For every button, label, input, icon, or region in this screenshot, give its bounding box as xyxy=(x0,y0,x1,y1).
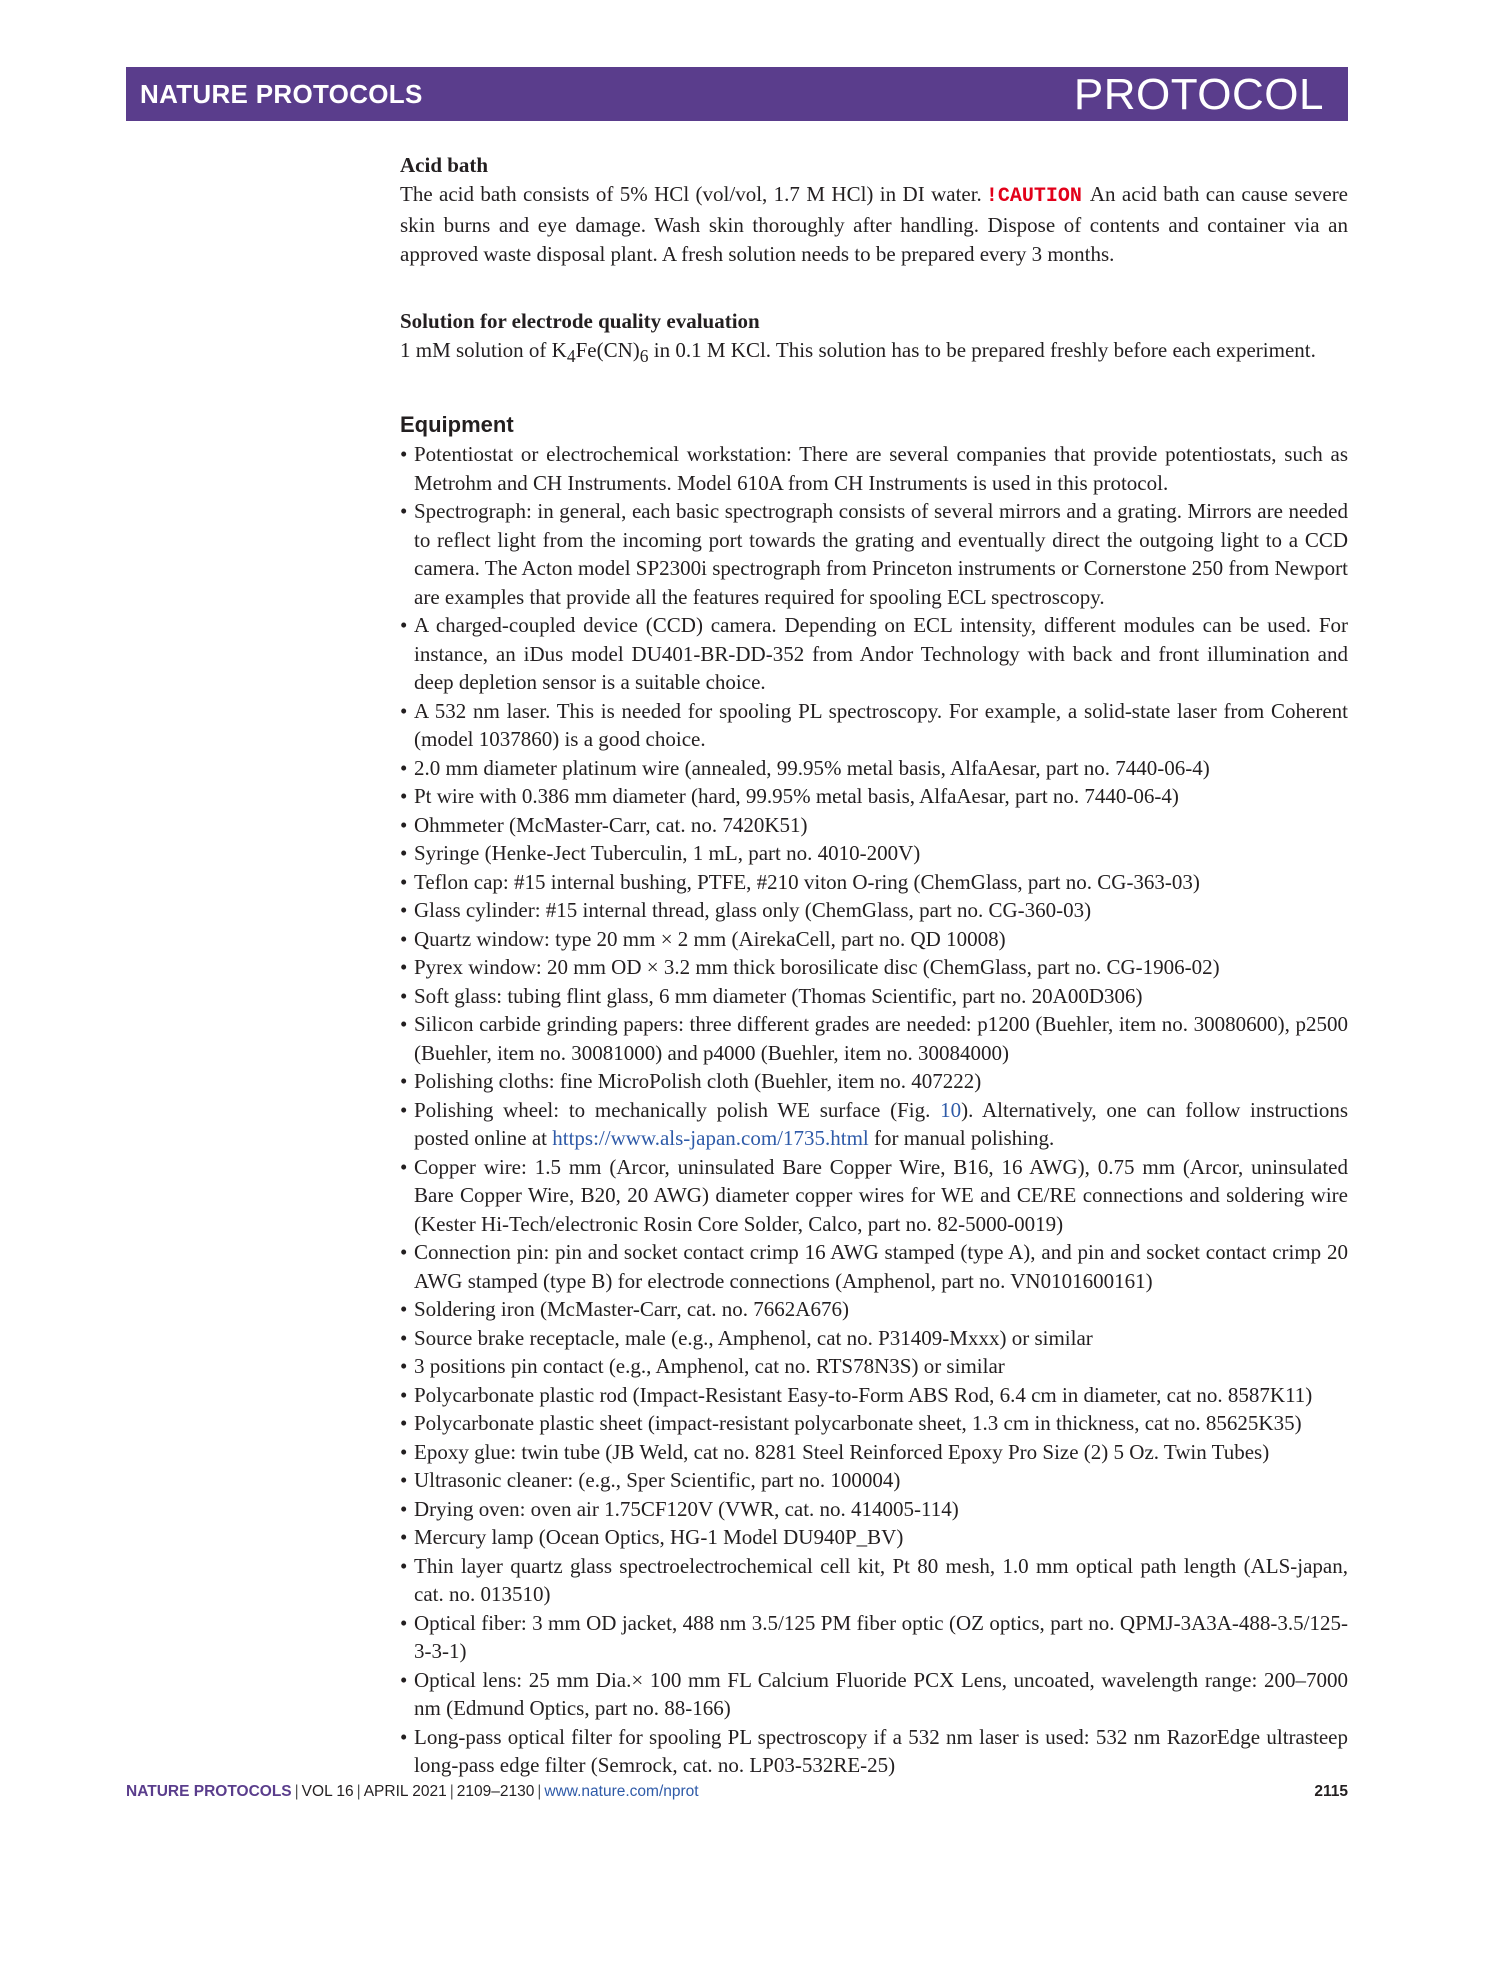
list-item-polishing-wheel xyxy=(400,1096,1348,1153)
list-item: • Soldering iron (McMaster-Carr, cat. no. 7662A676) xyxy=(400,1295,1348,1324)
acid-bath-heading: Acid bath xyxy=(400,153,489,177)
equipment-heading: Equipment xyxy=(400,412,514,438)
footer-separator: | xyxy=(294,1783,299,1800)
list-item: • Glass cylinder: #15 internal thread, glass only (ChemGlass, part no. CG-360-03) xyxy=(400,896,1348,925)
list-item: • Optical fiber: 3 mm OD jacket, 488 nm 3.5/125 PM fiber optic (OZ optics, part no. QPMJ-3A3A-488-3.5/125-3-3-1) xyxy=(400,1609,1348,1666)
list-item: • Teflon cap: #15 internal bushing, PTFE, #210 viton O-ring (ChemGlass, part no. CG-363-03) xyxy=(400,868,1348,897)
list-item: • Pt wire with 0.386 mm diameter (hard, 99.95% metal basis, AlfaAesar, part no. 7440-06-4) xyxy=(400,782,1348,811)
list-item: • Silicon carbide grinding papers: three different grades are needed: p1200 (Buehler, item no. 30080600), p2500 (Buehler, item no. 30081000) and p4000 (Buehler, item no. 30084000) xyxy=(400,1010,1348,1067)
footer-journal: NATURE PROTOCOLS xyxy=(126,1783,292,1800)
list-item: • Potentiostat or electrochemical workstation: There are several companies that provide potentiostats, such as Metrohm and CH Instruments. Model 610A from CH Instruments is used in this protocol. xyxy=(400,440,1348,497)
figure-reference-link[interactable]: 10 xyxy=(940,1097,962,1122)
wheel-text-1: Polishing wheel: to mechanically polish WE surface (Fig. xyxy=(414,1097,941,1122)
list-item: • Ohmmeter (McMaster-Carr, cat. no. 7420K51) xyxy=(400,811,1348,840)
footer-pages: 2109–2130 xyxy=(456,1783,535,1800)
acid-bath-text-before: The acid bath consists of 5% HCl (vol/vol, 1.7 M HCl) in DI water. xyxy=(400,181,982,206)
solution-text xyxy=(400,336,1348,371)
page-number: 2115 xyxy=(1314,1783,1348,1800)
footer-volume: VOL 16 xyxy=(301,1783,354,1800)
list-item: • Polishing cloths: fine MicroPolish cloth (Buehler, item no. 407222) xyxy=(400,1067,1348,1096)
list-item: • Syringe (Henke-Ject Tuberculin, 1 mL, part no. 4010-200V) xyxy=(400,839,1348,868)
wheel-text-3: for manual polishing. xyxy=(868,1126,1055,1151)
equipment-section xyxy=(400,410,1348,1780)
list-item: • A charged-coupled device (CCD) camera. Depending on ECL intensity, different modules can be used. For instance, an iDus model DU401-BR-DD-352 from Andor Technology with back and front illumination and deep depletion sensor is a suitable choice. xyxy=(400,611,1348,697)
list-item: • Copper wire: 1.5 mm (Arcor, uninsulated Bare Copper Wire, B16, 16 AWG), 0.75 mm (Arcor, uninsulated Bare Copper Wire, B20, 20 AWG) diameter copper wires for WE and CE/RE connections and soldering wire (Kester Hi-Tech/electronic Rosin Core Solder, Calco, part no. 82-5000-0019) xyxy=(400,1153,1348,1239)
list-item: • Drying oven: oven air 1.75CF120V (VWR, cat. no. 414005-114) xyxy=(400,1495,1348,1524)
list-item: • Quartz window: type 20 mm × 2 mm (AirekaCell, part no. QD 10008) xyxy=(400,925,1348,954)
solution-text-part: in 0.1 M KCl. This solution has to be prepared freshly before each experiment. xyxy=(648,337,1316,362)
subscript: 4 xyxy=(566,345,576,366)
list-item: • Polycarbonate plastic sheet (impact-resistant polycarbonate sheet, 1.3 cm in thickness, cat no. 85625K35) xyxy=(400,1409,1348,1438)
acid-bath-text-after: An acid bath can cause severe skin burns and eye damage. Wash skin thoroughly after handling. Dispose of contents and container via an approved waste disposal plant. A fresh solution needs to be prepared every 3 months. xyxy=(400,181,1349,266)
list-item: • Connection pin: pin and socket contact crimp 16 AWG stamped (type A), and pin and socket contact crimp 20 AWG stamped (type B) for electrode connections (Amphenol, part no. VN0101600161) xyxy=(400,1238,1348,1295)
list-item: • Soft glass: tubing flint glass, 6 mm diameter (Thomas Scientific, part no. 20A00D306) xyxy=(400,982,1348,1011)
list-item: • A 532 nm laser. This is needed for spooling PL spectroscopy. For example, a solid-state laser from Coherent (model 1037860) is a good choice. xyxy=(400,697,1348,754)
list-item: • Epoxy glue: twin tube (JB Weld, cat no. 8281 Steel Reinforced Epoxy Pro Size (2) 5 Oz. Twin Tubes) xyxy=(400,1438,1348,1467)
footer-separator: | xyxy=(449,1783,454,1800)
footer-separator: | xyxy=(537,1783,542,1800)
journal-name: NATURE PROTOCOLS xyxy=(140,79,423,109)
solution-text-part: 1 mM solution of K xyxy=(400,337,567,362)
subscript: 6 xyxy=(639,345,649,366)
list-item: • Polycarbonate plastic rod (Impact-Resistant Easy-to-Form ABS Rod, 6.4 cm in diameter, cat no. 8587K11) xyxy=(400,1381,1348,1410)
list-item: • Ultrasonic cleaner: (e.g., Sper Scientific, part no. 100004) xyxy=(400,1466,1348,1495)
list-item: • Mercury lamp (Ocean Optics, HG-1 Model DU940P_BV) xyxy=(400,1523,1348,1552)
caution-label: !CAUTION xyxy=(985,184,1082,208)
page-footer xyxy=(126,1783,1348,1801)
list-item: • Optical lens: 25 mm Dia.× 100 mm FL Calcium Fluoride PCX Lens, uncoated, wavelength range: 200–7000 nm (Edmund Optics, part no. 88-166) xyxy=(400,1666,1348,1723)
solution-heading: Solution for electrode quality evaluation xyxy=(400,309,760,333)
list-item: • Long-pass optical filter for spooling PL spectroscopy if a 532 nm laser is used: 532 nm RazorEdge ultrasteep long-pass edge filter (Semrock, cat. no. LP03-532RE-25) xyxy=(400,1723,1348,1780)
footer-date: APRIL 2021 xyxy=(363,1783,447,1800)
wheel-text-2: ). Alternatively, one can follow instructions posted online at xyxy=(414,1097,1348,1151)
list-item: • Thin layer quartz glass spectroelectrochemical cell kit, Pt 80 mesh, 1.0 mm optical path length (ALS-japan, cat. no. 013510) xyxy=(400,1552,1348,1609)
footer-url-link[interactable]: www.nature.com/nprot xyxy=(544,1783,699,1800)
list-item: • Source brake receptacle, male (e.g., Amphenol, cat no. P31409-Mxxx) or similar xyxy=(400,1324,1348,1353)
solution-text-part: Fe(CN) xyxy=(575,337,640,362)
als-japan-url-link[interactable]: https://www.als-japan.com/1735.html xyxy=(552,1126,869,1151)
page-content xyxy=(400,151,1348,1780)
list-item: • 2.0 mm diameter platinum wire (annealed, 99.95% metal basis, AlfaAesar, part no. 7440-06-4) xyxy=(400,754,1348,783)
equipment-list xyxy=(400,440,1348,1780)
solution-section xyxy=(400,307,1348,370)
footer-separator: | xyxy=(356,1783,361,1800)
header-banner xyxy=(126,67,1348,121)
acid-bath-text xyxy=(400,180,1348,269)
article-type: PROTOCOL xyxy=(1073,70,1324,119)
acid-bath-section xyxy=(400,151,1348,268)
list-item: • 3 positions pin contact (e.g., Amphenol, cat no. RTS78N3S) or similar xyxy=(400,1352,1348,1381)
list-item: • Spectrograph: in general, each basic spectrograph consists of several mirrors and a grating. Mirrors are needed to reflect light from the incoming port towards the grating and eventually direct the outgoing light to a CCD camera. The Acton model SP2300i spectrograph from Princeton instruments or Cornerstone 250 from Newport are examples that provide all the features required for spooling ECL spectroscopy. xyxy=(400,497,1348,611)
list-item: • Pyrex window: 20 mm OD × 3.2 mm thick borosilicate disc (ChemGlass, part no. CG-1906-02) xyxy=(400,953,1348,982)
